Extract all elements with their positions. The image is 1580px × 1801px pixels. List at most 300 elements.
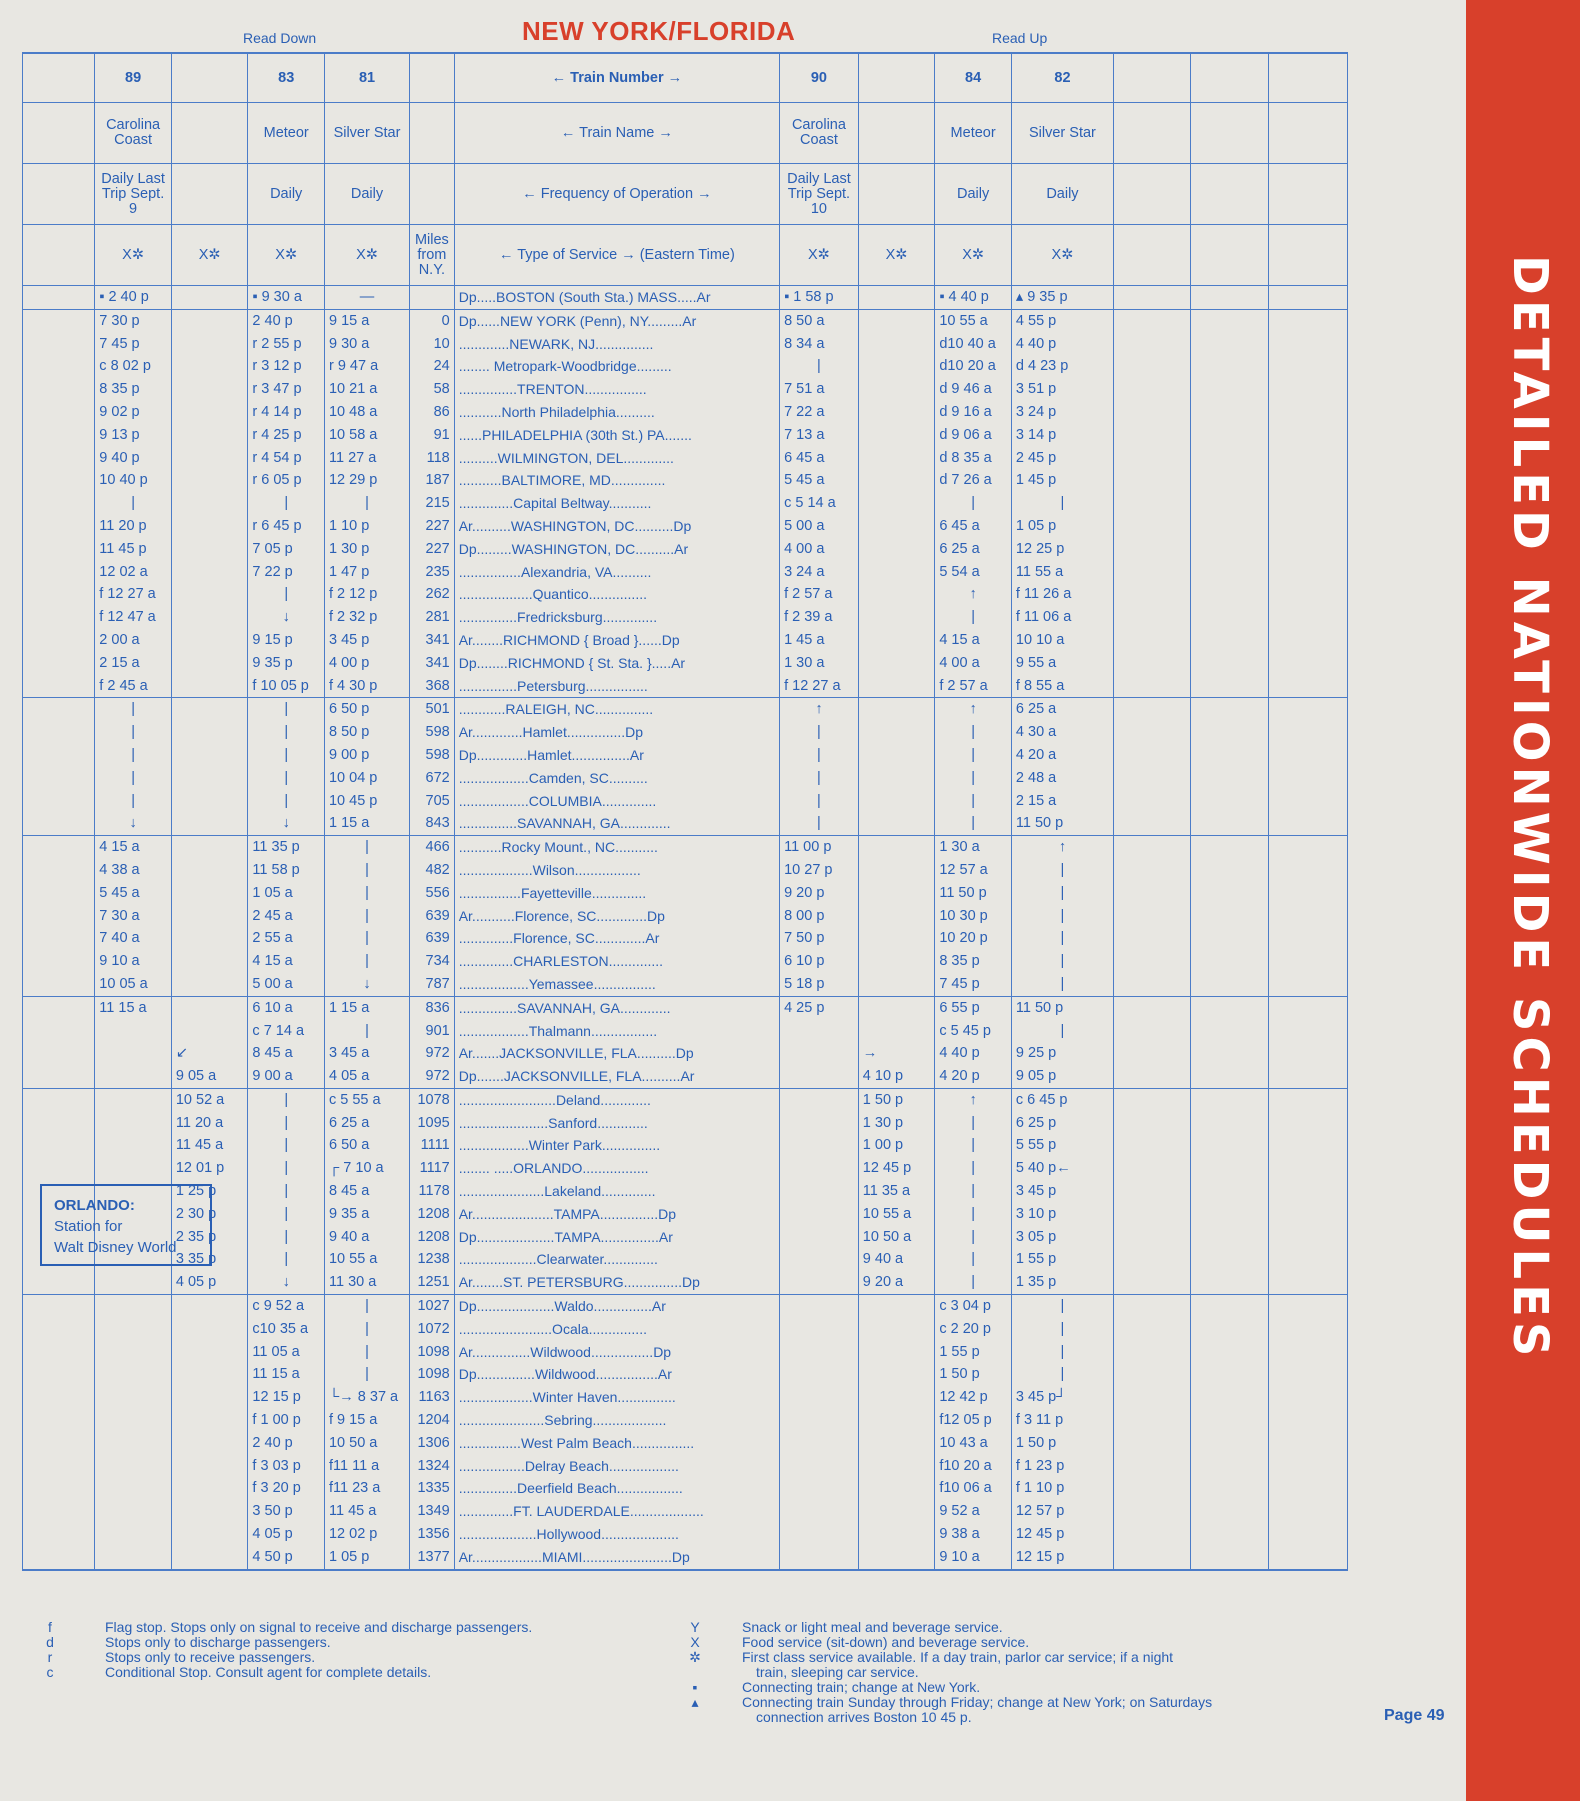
note-text: Connecting train; change at New York. [742,1679,981,1695]
table-row [23,1180,1348,1203]
time-cell-train-90: 6 45 a [780,447,859,470]
station-cell: ...................Winter Haven............... [454,1386,779,1409]
time-cell-train-83: | [248,583,325,606]
time-cell-blank-c [1190,355,1269,378]
time-cell-train-x: 9 05 a [171,1065,248,1088]
time-cell-train-84: d10 20 a [935,355,1012,378]
time-cell-blank-c [1190,309,1269,332]
header-service-blank-d [1269,225,1348,286]
table-row [23,905,1348,928]
time-cell-blank-a [23,606,95,629]
time-cell-train-90 [780,1134,859,1157]
time-cell-blank-b [1113,583,1190,606]
time-cell-train-y [858,1500,935,1523]
time-cell-train-82: | [1011,1341,1113,1364]
time-cell-train-81: f11 11 a [324,1455,409,1478]
time-cell-blank-b [1113,1157,1190,1180]
miles-cell: 598 [410,721,455,744]
time-cell-train-81: f 2 32 p [324,606,409,629]
time-cell-blank-b [1113,424,1190,447]
time-cell-blank-a [23,1523,95,1546]
time-cell-train-83: 4 50 p [248,1546,325,1570]
time-cell-train-81: | [324,1020,409,1043]
time-cell-train-x [171,1500,248,1523]
time-cell-train-84: f12 05 p [935,1409,1012,1432]
time-cell-train-89: ▪ 2 40 p [95,286,172,310]
time-cell-train-x [171,1363,248,1386]
station-cell: ...............SAVANNAH, GA............. [454,996,779,1019]
time-cell-train-81: ┌ 7 10 a [324,1157,409,1180]
miles-cell [410,286,455,310]
miles-cell: 58 [410,378,455,401]
read-up-label: Read Up [992,30,1048,46]
time-cell-train-82: | [1011,950,1113,973]
time-cell-train-81: | [324,1341,409,1364]
time-cell-train-y [858,1318,935,1341]
header-train-number-blank-a [23,53,95,103]
time-cell-blank-b [1113,790,1190,813]
header-row-train-name [23,103,1348,164]
station-cell: ......PHILADELPHIA (30th St.) PA....... [454,424,779,447]
time-cell-train-90 [780,1088,859,1111]
time-cell-train-81: 4 05 a [324,1065,409,1088]
time-cell-blank-d [1269,927,1348,950]
time-cell-train-y [858,767,935,790]
time-cell-train-89: 9 13 p [95,424,172,447]
time-cell-train-89: 2 00 a [95,629,172,652]
time-cell-train-84: | [935,1226,1012,1249]
header-frequency-train-x [171,164,248,225]
time-cell-train-89 [95,1341,172,1364]
time-cell-train-84: ▪ 4 40 p [935,286,1012,310]
header-service-train-83: X✲ [248,225,325,286]
miles-cell: 1027 [410,1295,455,1318]
time-cell-blank-b [1113,675,1190,698]
time-cell-blank-d [1269,1523,1348,1546]
header-row-frequency [23,164,1348,225]
time-cell-blank-d [1269,1088,1348,1111]
time-cell-train-y [858,1455,935,1478]
time-cell-blank-c [1190,1226,1269,1249]
time-cell-train-x [171,629,248,652]
time-cell-train-y [858,515,935,538]
time-cell-train-84: 7 45 p [935,973,1012,996]
time-cell-train-81: 10 45 p [324,790,409,813]
header-frequency-train-81: Daily [324,164,409,225]
miles-cell: 24 [410,355,455,378]
time-cell-train-82: f 3 11 p [1011,1409,1113,1432]
time-cell-blank-b [1113,1134,1190,1157]
time-cell-train-x [171,996,248,1019]
schedule-table [22,52,1348,1571]
miles-cell: 118 [410,447,455,470]
time-cell-blank-a [23,652,95,675]
time-cell-train-84: | [935,492,1012,515]
time-cell-train-83: f 3 20 p [248,1477,325,1500]
table-row [23,1409,1348,1432]
header-train-number-train-83: 83 [248,53,325,103]
time-cell-blank-a [23,950,95,973]
time-cell-train-90 [780,1386,859,1409]
time-cell-blank-b [1113,492,1190,515]
time-cell-train-84: d 9 16 a [935,401,1012,424]
time-cell-train-89: 9 10 a [95,950,172,973]
time-cell-train-82: | [1011,973,1113,996]
time-cell-train-84: | [935,606,1012,629]
time-cell-blank-a [23,812,95,835]
time-cell-blank-b [1113,721,1190,744]
time-cell-train-y [858,1363,935,1386]
time-cell-train-89: 9 40 p [95,447,172,470]
time-cell-train-89: f 12 47 a [95,606,172,629]
time-cell-train-x [171,1341,248,1364]
time-cell-blank-a [23,859,95,882]
time-cell-blank-a [23,698,95,721]
time-cell-train-83: 7 05 p [248,538,325,561]
time-cell-train-84: d 9 46 a [935,378,1012,401]
time-cell-blank-a [23,1088,95,1111]
time-cell-train-x: 12 01 p [171,1157,248,1180]
time-cell-train-x [171,469,248,492]
time-cell-train-89 [95,1088,172,1111]
time-cell-train-83: | [248,698,325,721]
table-row [23,973,1348,996]
time-cell-blank-b [1113,973,1190,996]
time-cell-blank-d [1269,973,1348,996]
station-cell: .......................Sanford............. [454,1112,779,1135]
time-cell-train-82: 3 51 p [1011,378,1113,401]
header-train-number-station: ← Train Number → [454,53,779,103]
time-cell-train-82: 3 24 p [1011,401,1113,424]
time-cell-blank-c [1190,1065,1269,1088]
time-cell-blank-a [23,424,95,447]
time-cell-train-83: 7 22 p [248,561,325,584]
time-cell-blank-d [1269,1295,1348,1318]
time-cell-blank-b [1113,1295,1190,1318]
table-row [23,927,1348,950]
time-cell-train-82: 1 05 p [1011,515,1113,538]
time-cell-train-90 [780,1020,859,1043]
time-cell-blank-d [1269,812,1348,835]
header-train-number-blank-b [1113,53,1190,103]
time-cell-train-90: c 5 14 a [780,492,859,515]
time-cell-blank-c [1190,973,1269,996]
station-cell: Ar...............Wildwood................Dp [454,1341,779,1364]
time-cell-blank-d [1269,721,1348,744]
time-cell-train-89: | [95,698,172,721]
station-cell: Ar...........Florence, SC.............Dp [454,905,779,928]
time-cell-train-90: 5 18 p [780,973,859,996]
time-cell-blank-b [1113,1546,1190,1570]
time-cell-train-83: f 10 05 p [248,675,325,698]
table-row [23,401,1348,424]
time-cell-train-y [858,378,935,401]
time-cell-blank-c [1190,515,1269,538]
time-cell-train-y [858,950,935,973]
time-cell-train-90: 1 30 a [780,652,859,675]
time-cell-train-90 [780,1455,859,1478]
time-cell-train-82: 12 57 p [1011,1500,1113,1523]
miles-cell: 843 [410,812,455,835]
time-cell-train-y [858,309,935,332]
time-cell-blank-b [1113,652,1190,675]
time-cell-train-90: 5 45 a [780,469,859,492]
time-cell-blank-a [23,561,95,584]
table-row [23,1432,1348,1455]
time-cell-blank-d [1269,355,1348,378]
time-cell-train-84: | [935,812,1012,835]
time-cell-train-81: 6 25 a [324,1112,409,1135]
time-cell-blank-d [1269,698,1348,721]
time-cell-train-90 [780,1432,859,1455]
time-cell-train-81: 10 48 a [324,401,409,424]
time-cell-train-83: | [248,1112,325,1135]
time-cell-train-84: | [935,1157,1012,1180]
table-row [23,1112,1348,1135]
time-cell-blank-d [1269,561,1348,584]
time-cell-train-89: 9 02 p [95,401,172,424]
time-cell-train-84: f10 20 a [935,1455,1012,1478]
time-cell-blank-b [1113,1432,1190,1455]
time-cell-train-y: 10 55 a [858,1203,935,1226]
table-row [23,1042,1348,1065]
time-cell-train-83: 2 40 p [248,309,325,332]
time-cell-blank-a [23,355,95,378]
time-cell-blank-c [1190,629,1269,652]
header-train-name-train-81: Silver Star [324,103,409,164]
miles-cell: 1208 [410,1226,455,1249]
time-cell-train-89 [95,1020,172,1043]
miles-cell: 1356 [410,1523,455,1546]
time-cell-train-83: r 3 47 p [248,378,325,401]
time-cell-train-81: | [324,836,409,859]
station-cell: Ar..................MIAMI.......................Dp [454,1546,779,1570]
time-cell-blank-d [1269,492,1348,515]
time-cell-train-83: f 3 03 p [248,1455,325,1478]
miles-cell: 1095 [410,1112,455,1135]
time-cell-train-y [858,859,935,882]
time-cell-train-x [171,1318,248,1341]
time-cell-blank-b [1113,1386,1190,1409]
time-cell-blank-b [1113,744,1190,767]
time-cell-train-x: 10 52 a [171,1088,248,1111]
time-cell-train-81: 1 05 p [324,1546,409,1570]
station-cell: Dp.............Hamlet...............Ar [454,744,779,767]
table-row [23,1088,1348,1111]
time-cell-train-89: | [95,492,172,515]
table-row [23,606,1348,629]
time-cell-blank-c [1190,538,1269,561]
time-cell-train-82: 6 25 a [1011,698,1113,721]
time-cell-train-84: | [935,1248,1012,1271]
time-cell-train-83: 4 15 a [248,950,325,973]
time-cell-train-81: f 9 15 a [324,1409,409,1432]
time-cell-train-84: 1 50 p [935,1363,1012,1386]
header-train-number-blank-d [1269,53,1348,103]
time-cell-train-83: r 4 25 p [248,424,325,447]
time-cell-train-81: f 4 30 p [324,675,409,698]
header-train-name-train-84: Meteor [935,103,1012,164]
time-cell-train-90: 4 25 p [780,996,859,1019]
time-cell-train-84: 10 55 a [935,309,1012,332]
time-cell-train-y [858,882,935,905]
time-cell-train-y [858,1432,935,1455]
time-cell-train-x [171,1432,248,1455]
time-cell-train-82: 1 35 p [1011,1271,1113,1294]
time-cell-train-89: 4 15 a [95,836,172,859]
time-cell-blank-a [23,1157,95,1180]
read-down-label: Read Down [243,30,317,46]
time-cell-blank-b [1113,1523,1190,1546]
time-cell-train-81: 1 15 a [324,996,409,1019]
time-cell-train-90: 10 27 p [780,859,859,882]
time-cell-train-y [858,538,935,561]
time-cell-train-y [858,652,935,675]
table-row [23,1386,1348,1409]
miles-cell: 1117 [410,1157,455,1180]
miles-cell: 1072 [410,1318,455,1341]
time-cell-train-83: ↓ [248,1271,325,1294]
time-cell-train-82: 9 25 p [1011,1042,1113,1065]
time-cell-blank-c [1190,1455,1269,1478]
table-row [23,424,1348,447]
time-cell-blank-b [1113,859,1190,882]
time-cell-train-x [171,583,248,606]
station-cell: Dp.....BOSTON (South Sta.) MASS.....Ar [454,286,779,310]
time-cell-blank-a [23,286,95,310]
table-row [23,675,1348,698]
time-cell-train-82: 9 55 a [1011,652,1113,675]
time-cell-train-89: 11 15 a [95,996,172,1019]
miles-cell: 1238 [410,1248,455,1271]
time-cell-train-82: | [1011,927,1113,950]
header-train-name-train-y [858,103,935,164]
time-cell-train-y [858,790,935,813]
time-cell-blank-c [1190,882,1269,905]
time-cell-blank-c [1190,1112,1269,1135]
time-cell-blank-c [1190,1203,1269,1226]
time-cell-blank-a [23,629,95,652]
orlando-box-title: ORLANDO: [54,1197,135,1214]
time-cell-train-89: 4 38 a [95,859,172,882]
time-cell-train-y: 9 20 a [858,1271,935,1294]
time-cell-blank-b [1113,1226,1190,1249]
miles-cell: 0 [410,309,455,332]
time-cell-train-y [858,286,935,310]
table-row [23,1020,1348,1043]
time-cell-train-84: d 7 26 a [935,469,1012,492]
table-row [23,996,1348,1019]
time-cell-blank-a [23,583,95,606]
time-cell-train-81: f 2 12 p [324,583,409,606]
table-row [23,1248,1348,1271]
time-cell-train-81: 9 35 a [324,1203,409,1226]
time-cell-train-89 [95,1271,172,1294]
time-cell-blank-b [1113,561,1190,584]
time-cell-train-81: 8 50 p [324,721,409,744]
time-cell-train-82: | [1011,492,1113,515]
header-train-name-train-83: Meteor [248,103,325,164]
time-cell-train-81: 11 27 a [324,447,409,470]
time-cell-train-84: 9 38 a [935,1523,1012,1546]
time-cell-blank-d [1269,1341,1348,1364]
time-cell-train-82: 4 30 a [1011,721,1113,744]
header-frequency-train-82: Daily [1011,164,1113,225]
time-cell-train-x [171,836,248,859]
station-cell: ................Fayetteville.............. [454,882,779,905]
time-cell-blank-a [23,333,95,356]
station-cell: ............RALEIGH, NC............... [454,698,779,721]
time-cell-blank-d [1269,447,1348,470]
time-cell-train-83: 5 00 a [248,973,325,996]
time-cell-blank-a [23,1318,95,1341]
time-cell-blank-d [1269,1432,1348,1455]
time-cell-blank-b [1113,355,1190,378]
time-cell-train-83: 1 05 a [248,882,325,905]
time-cell-train-90: 8 34 a [780,333,859,356]
time-cell-train-84: 10 30 p [935,905,1012,928]
header-service-miles: Miles from N.Y. [410,225,455,286]
time-cell-train-x: 11 45 a [171,1134,248,1157]
time-cell-train-84: c 5 45 p [935,1020,1012,1043]
time-cell-train-x [171,767,248,790]
time-cell-train-y [858,1386,935,1409]
time-cell-train-84: 12 57 a [935,859,1012,882]
time-cell-train-81: | [324,905,409,928]
header-service-train-84: X✲ [935,225,1012,286]
time-cell-train-x: 2 35 p [171,1226,248,1249]
time-cell-blank-b [1113,927,1190,950]
time-cell-blank-b [1113,1341,1190,1364]
time-cell-train-y [858,1341,935,1364]
time-cell-blank-a [23,1409,95,1432]
time-cell-train-81: 6 50 a [324,1134,409,1157]
time-cell-train-y: → [858,1042,935,1065]
miles-cell: 1078 [410,1088,455,1111]
table-row [23,1363,1348,1386]
time-cell-train-84: 8 35 p [935,950,1012,973]
time-cell-train-84: c 3 04 p [935,1295,1012,1318]
table-row [23,652,1348,675]
time-cell-train-90 [780,1409,859,1432]
time-cell-train-y [858,424,935,447]
miles-cell: 235 [410,561,455,584]
time-cell-train-y [858,469,935,492]
time-cell-train-82: 2 15 a [1011,790,1113,813]
time-cell-blank-c [1190,1546,1269,1570]
time-cell-train-83: f 1 00 p [248,1409,325,1432]
time-cell-blank-c [1190,583,1269,606]
miles-cell: 901 [410,1020,455,1043]
time-cell-train-84: d10 40 a [935,333,1012,356]
time-cell-train-82: 12 25 p [1011,538,1113,561]
header-service-blank-c [1190,225,1269,286]
page-number: Page 49 [1384,1707,1445,1724]
time-cell-train-89: 11 45 p [95,538,172,561]
station-cell: Ar..........WASHINGTON, DC..........Dp [454,515,779,538]
time-cell-train-83: | [248,1134,325,1157]
time-cell-blank-c [1190,492,1269,515]
time-cell-train-83: ▪ 9 30 a [248,286,325,310]
time-cell-train-90: 9 20 p [780,882,859,905]
station-cell: ...............Fredricksburg.............. [454,606,779,629]
miles-cell: 1111 [410,1134,455,1157]
time-cell-blank-d [1269,882,1348,905]
time-cell-train-90 [780,1042,859,1065]
header-frequency-blank-c [1190,164,1269,225]
note-symbol: X [690,1634,700,1650]
side-band-title: DETAILED NATIONWIDE SCHEDULES [1502,255,1558,1362]
